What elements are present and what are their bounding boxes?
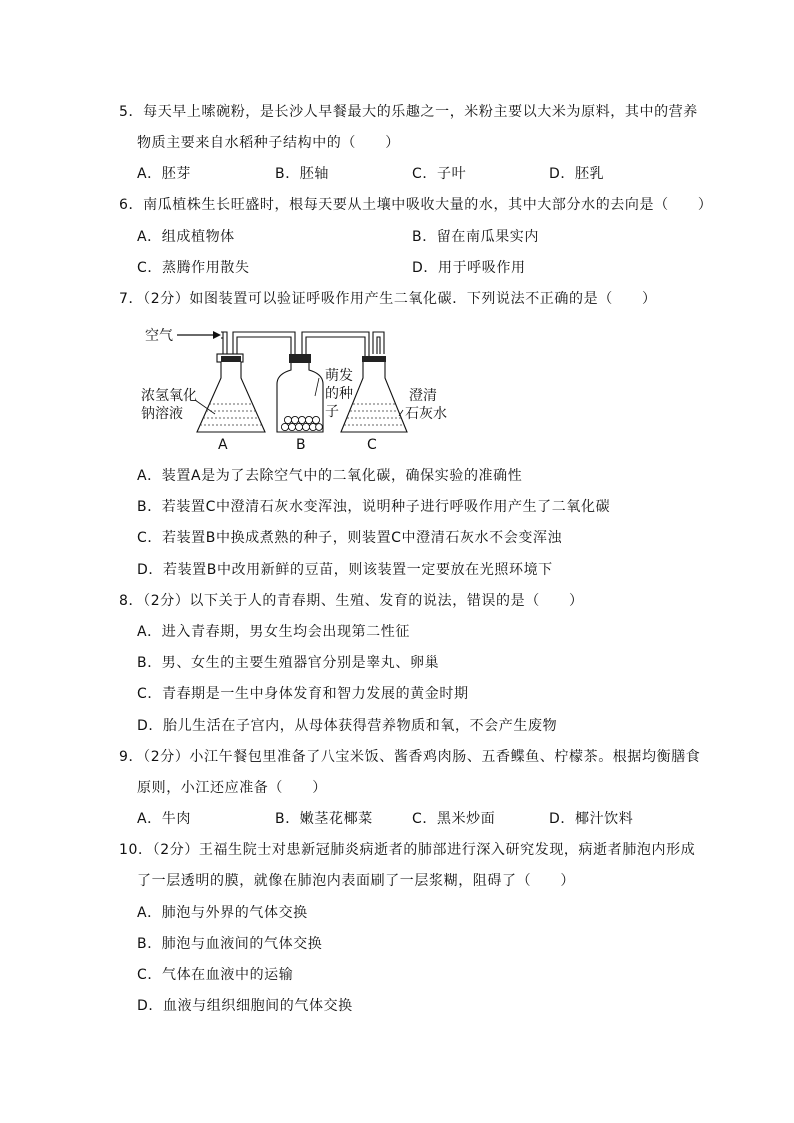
label-c: C: [367, 437, 377, 453]
seed-label-line3: 子: [325, 404, 339, 420]
q7-option-d: D．若装置B中改用新鲜的豆苗，则该装置一定要放在光照环境下: [137, 562, 553, 578]
q5-option-c: C．子叶: [412, 166, 467, 182]
q8-option-c: C．青春期是一生中身体发育和智力发展的黄金时期: [137, 686, 469, 702]
q6-stem: 6．南瓜植株生长旺盛时，根每天要从土壤中吸收大量的水，其中大部分水的去向是（ ）: [119, 197, 713, 213]
seed-label-line2: 的种: [325, 386, 353, 402]
q5-stem-line2: 物质主要来自水稻种子结构中的（ ）: [137, 135, 400, 151]
air-label: 空气: [145, 328, 173, 344]
naoh-label-line2: 钠溶液: [141, 406, 183, 422]
q8-stem: 8．（2分）以下关于人的青春期、生殖、发育的说法，错误的是（ ）: [119, 593, 584, 609]
q6-option-a: A．组成植物体: [137, 229, 235, 245]
naoh-label-line1: 浓氢氧化: [141, 388, 197, 404]
q9-option-d: D．椰汁饮料: [549, 811, 634, 827]
q8-option-a: A．进入青春期，男女生均会出现第二性征: [137, 624, 410, 640]
q7-option-a: A．装置A是为了去除空气中的二氧化碳，确保实验的准确性: [137, 468, 523, 484]
q5-option-b: B．胚轴: [275, 166, 330, 182]
q10-stem-line1: 10．（2分）王福生院士对患新冠肺炎病逝者的肺部进行深入研究发现，病逝者肺泡内形成: [119, 842, 696, 858]
q7-option-c: C．若装置B中换成煮熟的种子，则装置C中澄清石灰水不会变浑浊: [137, 530, 563, 546]
label-a: A: [218, 437, 228, 453]
respiration-apparatus-figure: [137, 318, 467, 454]
q10-option-b: B．肺泡与血液间的气体交换: [137, 936, 323, 952]
label-b: B: [296, 437, 306, 453]
q9-option-a: A．牛肉: [137, 811, 191, 827]
q8-option-b: B．男、女生的主要生殖器官分别是睾丸、卵巢: [137, 655, 440, 671]
q5-option-d: D．胚乳: [549, 166, 605, 182]
air-arrow-head: [213, 331, 221, 339]
q9-option-b: B．嫩茎花椰菜: [275, 811, 373, 827]
q10-option-d: D．血液与组织细胞间的气体交换: [137, 998, 353, 1014]
q9-option-c: C．黑米炒面: [412, 811, 496, 827]
q7-option-b: B．若装置C中澄清石灰水变浑浊，说明种子进行呼吸作用产生了二氧化碳: [137, 499, 611, 515]
q8-option-d: D．胎儿生活在子宫内，从母体获得营养物质和氧，不会产生废物: [137, 718, 558, 734]
q5-stem-line1: 5．每天早上嗦碗粉，是长沙人早餐最大的乐趣之一，米粉主要以大米为原料，其中的营养: [119, 104, 698, 120]
limewater-label-line1: 澄清: [409, 388, 437, 404]
flask-a: [197, 354, 265, 432]
seed-label-line1: 萌发: [325, 368, 353, 384]
bottle-b: [277, 354, 323, 432]
q9-stem-line2: 原则，小江还应准备（ ）: [137, 780, 327, 796]
q10-stem-line2: 了一层透明的膜，就像在肺泡内表面刷了一层浆糊，阻碍了（ ）: [137, 873, 575, 889]
q6-option-b: B．留在南瓜果实内: [412, 229, 540, 245]
q10-option-a: A．肺泡与外界的气体交换: [137, 905, 308, 921]
limewater-label-line2: 石灰水: [405, 406, 447, 422]
q10-option-c: C．气体在血液中的运输: [137, 967, 294, 983]
q6-option-d: D．用于呼吸作用: [412, 260, 526, 276]
q5-option-a: A．胚芽: [137, 166, 191, 182]
seeds: [281, 416, 322, 430]
q6-option-c: C．蒸腾作用散失: [137, 260, 250, 276]
q9-stem-line1: 9．（2分）小江午餐包里准备了八宝米饭、酱香鸡肉肠、五香鲽鱼、柠檬茶。根据均衡膳食: [119, 749, 701, 765]
q7-stem: 7．（2分）如图装置可以验证呼吸作用产生二氧化碳．下列说法不正确的是（ ）: [119, 291, 657, 307]
